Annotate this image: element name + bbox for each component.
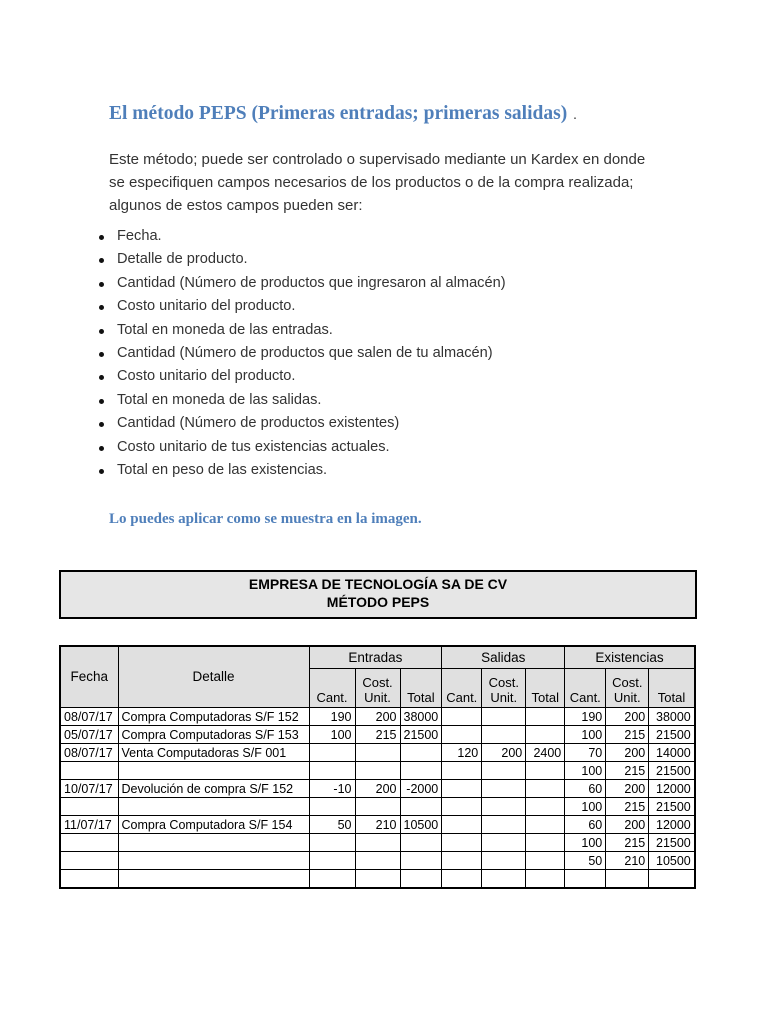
cell-entradas-total xyxy=(400,744,442,762)
cell-detalle xyxy=(118,870,309,889)
cell-salidas-cost-unit: 200 xyxy=(482,744,526,762)
kardex-table xyxy=(59,645,696,889)
cell-detalle: Compra Computadoras S/F 153 xyxy=(118,726,309,744)
cell-entradas-cost-unit: 200 xyxy=(355,708,400,726)
list-item xyxy=(99,342,506,365)
cell-salidas-total xyxy=(526,726,565,744)
cell-existencias-cost-unit: 200 xyxy=(606,816,649,834)
list-item-text: Cantidad (Número de productos que salen de tu almacén) xyxy=(117,344,493,361)
cell-existencias-total: 10500 xyxy=(649,852,695,870)
cell-detalle xyxy=(118,762,309,780)
list-item xyxy=(99,436,506,459)
cell-fecha xyxy=(60,798,118,816)
bullet-dot-icon xyxy=(99,258,104,263)
header-existencias-cant: Cant. xyxy=(565,669,606,708)
cell-existencias-cost-unit: 200 xyxy=(606,780,649,798)
cell-existencias-cost-unit: 215 xyxy=(606,726,649,744)
cell-salidas-total xyxy=(526,852,565,870)
cell-existencias-total: 21500 xyxy=(649,798,695,816)
cell-entradas-cost-unit: 215 xyxy=(355,726,400,744)
cell-existencias-total: 12000 xyxy=(649,816,695,834)
cell-salidas-cost-unit xyxy=(482,816,526,834)
list-item xyxy=(99,459,506,482)
cell-entradas-total xyxy=(400,834,442,852)
list-item-text: Total en moneda de las entradas. xyxy=(117,321,333,338)
table-row xyxy=(60,744,695,762)
cell-salidas-total: 2400 xyxy=(526,744,565,762)
cell-entradas-total: 10500 xyxy=(400,816,442,834)
cell-entradas-cant: 190 xyxy=(309,708,355,726)
header-entradas: Entradas xyxy=(309,646,442,669)
cell-existencias-cost-unit xyxy=(606,870,649,889)
cell-salidas-total xyxy=(526,708,565,726)
list-item-text: Costo unitario de tus existencias actuales. xyxy=(117,438,390,455)
cell-existencias-cant: 60 xyxy=(565,816,606,834)
cell-salidas-cant: 120 xyxy=(442,744,482,762)
cell-existencias-cant: 190 xyxy=(565,708,606,726)
cell-salidas-cost-unit xyxy=(482,708,526,726)
bullet-dot-icon xyxy=(99,399,104,404)
cell-existencias-cant: 100 xyxy=(565,762,606,780)
cell-entradas-cost-unit xyxy=(355,852,400,870)
cell-entradas-total: 38000 xyxy=(400,708,442,726)
cell-entradas-cant xyxy=(309,762,355,780)
bullet-dot-icon xyxy=(99,282,104,287)
cell-entradas-cost-unit xyxy=(355,834,400,852)
header-fecha: Fecha xyxy=(60,646,118,708)
header-existencias: Existencias xyxy=(565,646,695,669)
cell-salidas-cant xyxy=(442,780,482,798)
bullet-dot-icon xyxy=(99,235,104,240)
bullet-dot-icon xyxy=(99,446,104,451)
cell-existencias-cant: 70 xyxy=(565,744,606,762)
cell-entradas-cant xyxy=(309,870,355,889)
header-entradas-total: Total xyxy=(400,669,442,708)
cell-salidas-cost-unit xyxy=(482,726,526,744)
cell-fecha xyxy=(60,870,118,889)
list-item xyxy=(99,295,506,318)
bullet-dot-icon xyxy=(99,375,104,380)
header-existencias-total: Total xyxy=(649,669,695,708)
list-item-text: Costo unitario del producto. xyxy=(117,368,296,385)
header-entradas-cost-unit: Cost. Unit. xyxy=(355,669,400,708)
cell-existencias-cost-unit: 215 xyxy=(606,762,649,780)
bullet-dot-icon xyxy=(99,469,104,474)
table-row xyxy=(60,726,695,744)
table-row xyxy=(60,798,695,816)
table-row xyxy=(60,852,695,870)
list-item-text: Total en moneda de las salidas. xyxy=(117,391,322,408)
cell-entradas-total xyxy=(400,870,442,889)
cell-existencias-cost-unit: 215 xyxy=(606,798,649,816)
method-name: MÉTODO PEPS xyxy=(326,594,430,610)
cell-salidas-cant xyxy=(442,798,482,816)
cell-existencias-cant: 100 xyxy=(565,798,606,816)
cell-entradas-cost-unit: 200 xyxy=(355,780,400,798)
cell-salidas-cost-unit xyxy=(482,798,526,816)
cell-existencias-cost-unit: 210 xyxy=(606,852,649,870)
header-salidas-cant: Cant. xyxy=(442,669,482,708)
header-existencias-cost-unit: Cost. Unit. xyxy=(606,669,649,708)
fields-list xyxy=(99,225,506,482)
cell-salidas-cant xyxy=(442,852,482,870)
cell-detalle xyxy=(118,834,309,852)
cell-fecha xyxy=(60,834,118,852)
table-row xyxy=(60,816,695,834)
cell-existencias-cost-unit: 200 xyxy=(606,744,649,762)
list-item-text: Cantidad (Número de productos que ingresaron al almacén) xyxy=(117,274,506,291)
cell-entradas-cost-unit xyxy=(355,798,400,816)
cell-existencias-total: 14000 xyxy=(649,744,695,762)
title-trailing-dot: . xyxy=(573,108,577,123)
page-title-text: El método PEPS (Primeras entradas; primeras salidas) xyxy=(109,103,568,124)
intro-paragraph: Este método; puede ser controlado o supervisado mediante un Kardex en donde se especifiquen campos necesarios de los productos o de la compra realizada; algunos de estos campos pueden ser: xyxy=(109,151,646,214)
cell-fecha: 11/07/17 xyxy=(60,816,118,834)
cell-salidas-cost-unit xyxy=(482,762,526,780)
cell-salidas-total xyxy=(526,834,565,852)
cell-entradas-total: -2000 xyxy=(400,780,442,798)
list-item xyxy=(99,365,506,388)
cell-existencias-cost-unit: 200 xyxy=(606,708,649,726)
table-row xyxy=(60,780,695,798)
cell-existencias-total xyxy=(649,870,695,889)
cell-fecha: 08/07/17 xyxy=(60,744,118,762)
cell-existencias-cant xyxy=(565,870,606,889)
list-item-text: Costo unitario del producto. xyxy=(117,298,296,315)
cell-fecha xyxy=(60,762,118,780)
cell-salidas-total xyxy=(526,816,565,834)
cell-entradas-cost-unit xyxy=(355,762,400,780)
list-item xyxy=(99,389,506,412)
page-title xyxy=(109,103,709,125)
table-row xyxy=(60,708,695,726)
cell-salidas-cost-unit xyxy=(482,834,526,852)
list-item xyxy=(99,225,506,248)
cell-existencias-total: 12000 xyxy=(649,780,695,798)
list-item-text: Cantidad (Número de productos existentes) xyxy=(117,415,400,432)
cell-existencias-cost-unit: 215 xyxy=(606,834,649,852)
kardex-body xyxy=(60,708,695,889)
cell-salidas-cant xyxy=(442,870,482,889)
bullet-dot-icon xyxy=(99,422,104,427)
list-item-text: Total en peso de las existencias. xyxy=(117,461,328,478)
cell-salidas-cost-unit xyxy=(482,870,526,889)
list-item xyxy=(99,272,506,295)
cell-salidas-total xyxy=(526,798,565,816)
cell-entradas-total xyxy=(400,852,442,870)
cell-detalle: Devolución de compra S/F 152 xyxy=(118,780,309,798)
cell-fecha: 05/07/17 xyxy=(60,726,118,744)
list-item xyxy=(99,319,506,342)
cell-entradas-cant xyxy=(309,834,355,852)
header-detalle: Detalle xyxy=(118,646,309,708)
cell-entradas-cant: 50 xyxy=(309,816,355,834)
list-item-text: Fecha. xyxy=(117,228,162,244)
cell-fecha: 10/07/17 xyxy=(60,780,118,798)
cell-existencias-cant: 50 xyxy=(565,852,606,870)
cell-salidas-total xyxy=(526,762,565,780)
kardex-title-box xyxy=(59,570,697,619)
cell-detalle: Compra Computadora S/F 154 xyxy=(118,816,309,834)
cell-entradas-cant: 100 xyxy=(309,726,355,744)
company-name: EMPRESA DE TECNOLOGÍA SA DE CV xyxy=(248,576,508,592)
table-row xyxy=(60,870,695,889)
table-row xyxy=(60,762,695,780)
cell-salidas-total xyxy=(526,780,565,798)
cell-entradas-total: 21500 xyxy=(400,726,442,744)
cell-salidas-cant xyxy=(442,762,482,780)
header-salidas-cost-unit: Cost. Unit. xyxy=(482,669,526,708)
cell-entradas-total xyxy=(400,762,442,780)
cell-detalle: Venta Computadoras S/F 001 xyxy=(118,744,309,762)
header-salidas-total: Total xyxy=(526,669,565,708)
cell-entradas-cost-unit: 210 xyxy=(355,816,400,834)
cell-existencias-total: 21500 xyxy=(649,762,695,780)
cell-existencias-total: 38000 xyxy=(649,708,695,726)
cell-detalle xyxy=(118,852,309,870)
cell-entradas-cost-unit xyxy=(355,870,400,889)
cell-salidas-cant xyxy=(442,816,482,834)
cell-existencias-cant: 100 xyxy=(565,726,606,744)
cell-salidas-total xyxy=(526,870,565,889)
table-row xyxy=(60,834,695,852)
cell-salidas-cant xyxy=(442,834,482,852)
cell-fecha: 08/07/17 xyxy=(60,708,118,726)
list-item xyxy=(99,412,506,435)
bullet-dot-icon xyxy=(99,352,104,357)
cell-entradas-total xyxy=(400,798,442,816)
cell-entradas-cant: -10 xyxy=(309,780,355,798)
cell-existencias-cant: 100 xyxy=(565,834,606,852)
header-salidas: Salidas xyxy=(442,646,565,669)
bullet-dot-icon xyxy=(99,329,104,334)
cell-salidas-cost-unit xyxy=(482,780,526,798)
list-item xyxy=(99,248,506,271)
list-item-text: Detalle de producto. xyxy=(117,251,248,268)
section-subtitle: Lo puedes aplicar como se muestra en la imagen. xyxy=(109,511,422,527)
kardex-header xyxy=(60,646,695,708)
header-entradas-cant: Cant. xyxy=(309,669,355,708)
cell-fecha xyxy=(60,852,118,870)
cell-existencias-total: 21500 xyxy=(649,834,695,852)
cell-existencias-cant: 60 xyxy=(565,780,606,798)
cell-detalle xyxy=(118,798,309,816)
cell-entradas-cant xyxy=(309,744,355,762)
cell-entradas-cost-unit xyxy=(355,744,400,762)
cell-salidas-cant xyxy=(442,726,482,744)
bullet-dot-icon xyxy=(99,305,104,310)
cell-existencias-total: 21500 xyxy=(649,726,695,744)
cell-detalle: Compra Computadoras S/F 152 xyxy=(118,708,309,726)
cell-entradas-cant xyxy=(309,798,355,816)
cell-salidas-cost-unit xyxy=(482,852,526,870)
cell-salidas-cant xyxy=(442,708,482,726)
cell-entradas-cant xyxy=(309,852,355,870)
